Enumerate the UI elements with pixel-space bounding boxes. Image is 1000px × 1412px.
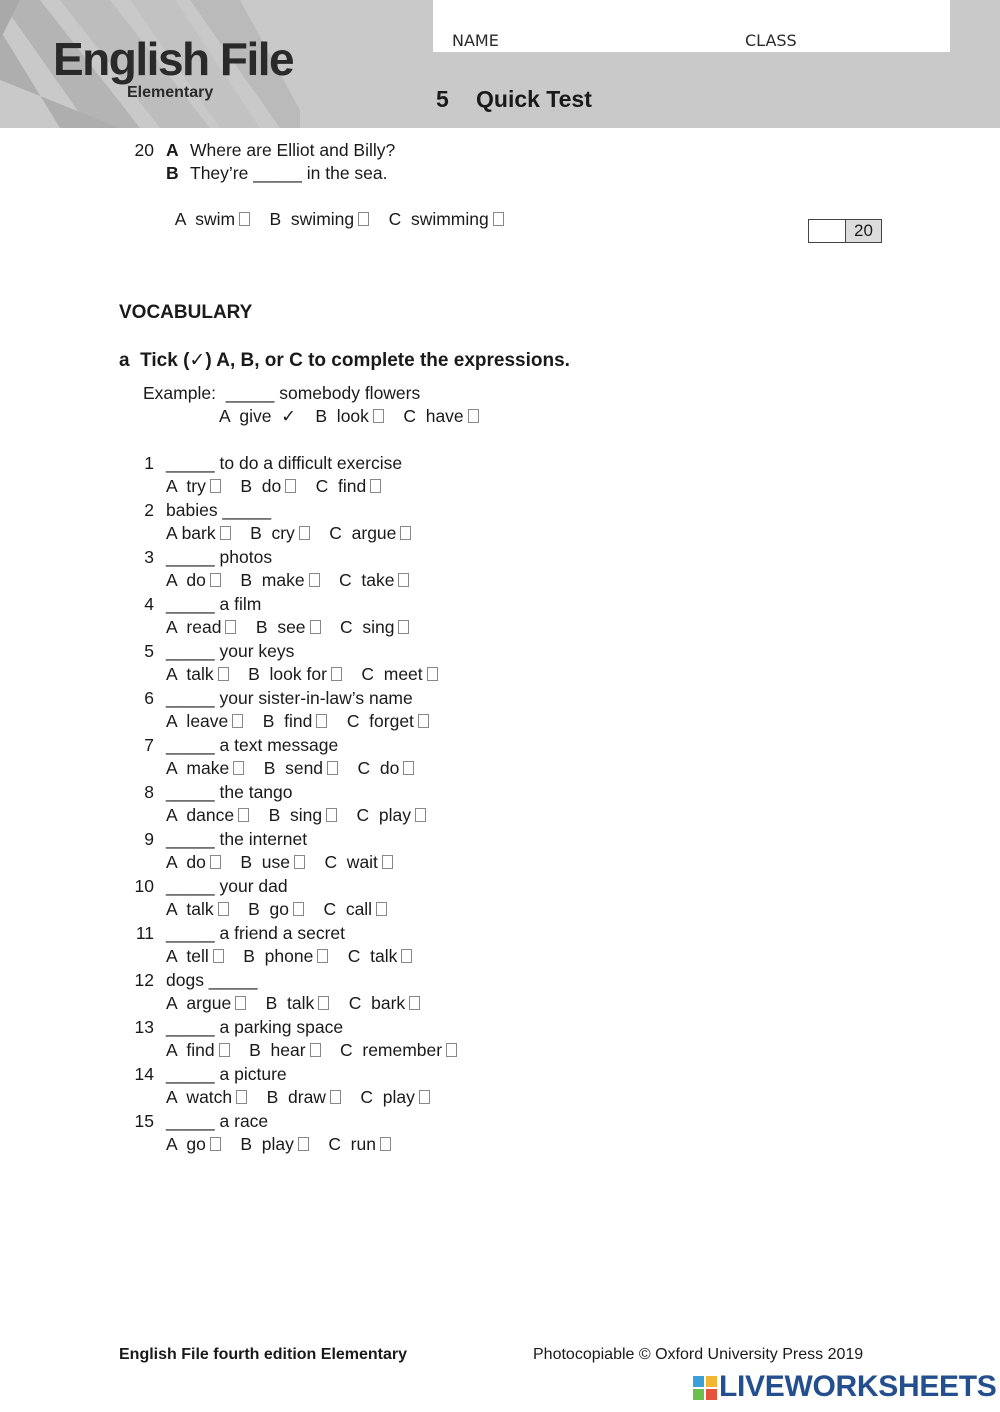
option-a: A argue <box>166 993 232 1013</box>
question-prompt: _____ the tango <box>166 782 293 802</box>
name-label: NAME <box>452 31 499 50</box>
dialogue-line-a: Where are Elliot and Billy? <box>190 140 396 160</box>
question-number: 11 <box>135 923 154 943</box>
question-number: 3 <box>144 547 154 567</box>
option-b: B hear <box>249 1040 306 1060</box>
checkbox-b[interactable] <box>309 573 320 587</box>
option-a: A go <box>166 1134 206 1154</box>
checkbox-a[interactable] <box>210 573 221 587</box>
tick-mark: ✓ <box>281 407 296 427</box>
checkbox-a[interactable] <box>218 902 229 916</box>
option-a: A find <box>166 1040 215 1060</box>
option-row <box>166 616 409 638</box>
page-header <box>0 0 1000 128</box>
option-row <box>166 1039 457 1061</box>
option-a: A make <box>166 758 230 778</box>
option-row <box>166 804 426 826</box>
checkbox-c[interactable] <box>400 526 411 540</box>
checkbox-c[interactable] <box>427 667 438 681</box>
checkbox-a[interactable] <box>238 808 249 822</box>
checkbox-b[interactable] <box>331 667 342 681</box>
checkbox-b[interactable] <box>310 1043 321 1057</box>
checkbox-b[interactable] <box>373 409 384 423</box>
instruction-text: Tick (✓) A, B, or C to complete the expressions. <box>140 350 570 371</box>
option-b: B find <box>262 711 313 731</box>
option-b: B talk <box>265 993 315 1013</box>
question-number: 15 <box>134 1111 154 1131</box>
checkbox-c[interactable] <box>493 212 504 226</box>
option-c: C take <box>339 570 395 590</box>
question-number: 2 <box>144 500 154 520</box>
checkbox-c[interactable] <box>409 996 420 1010</box>
example-label: Example: <box>143 383 216 403</box>
option-a: A talk <box>166 664 214 684</box>
option-row <box>166 710 429 732</box>
class-label: CLASS <box>745 31 797 50</box>
example-option-b: B look <box>315 406 369 426</box>
checkbox-c[interactable] <box>401 949 412 963</box>
question-number: 14 <box>134 1064 154 1084</box>
option-row <box>166 522 411 544</box>
question-number: 8 <box>144 782 154 802</box>
checkbox-a[interactable] <box>210 479 221 493</box>
option-b: B send <box>263 758 324 778</box>
question-prompt: _____ your sister-in-law’s name <box>166 688 413 708</box>
option-c: C find <box>315 476 367 496</box>
option-b: B make <box>240 570 305 590</box>
option-a: A talk <box>166 899 214 919</box>
liveworksheets-brand: LIVEWORKSHEETS <box>719 1370 997 1403</box>
option-row <box>166 475 381 497</box>
logo-subtitle: Elementary <box>127 84 214 101</box>
checkbox-a[interactable] <box>210 855 221 869</box>
question-prompt: _____ a friend a secret <box>166 923 346 943</box>
checkbox-a[interactable] <box>220 526 231 540</box>
checkbox-b[interactable] <box>294 855 305 869</box>
checkbox-c[interactable] <box>403 761 414 775</box>
option-b: B see <box>255 617 306 637</box>
question-number: 20 <box>134 140 154 160</box>
checkbox-b[interactable] <box>318 996 329 1010</box>
option-a: A tell <box>166 946 209 966</box>
option-c: C do <box>357 758 400 778</box>
option-a: A try <box>166 476 206 496</box>
option-b: B play <box>240 1134 294 1154</box>
checkbox-b[interactable] <box>298 1137 309 1151</box>
checkbox-a[interactable] <box>210 1137 221 1151</box>
example-line <box>143 382 420 404</box>
checkbox-a[interactable] <box>219 1043 230 1057</box>
checkbox-a[interactable] <box>239 212 250 226</box>
question-prompt: _____ a text message <box>166 735 339 755</box>
checkbox-a[interactable] <box>233 761 244 775</box>
speaker-a: A <box>166 140 179 160</box>
checkbox-c[interactable] <box>370 479 381 493</box>
option-row <box>166 851 393 873</box>
checkbox-c[interactable] <box>418 714 429 728</box>
question-prompt: babies _____ <box>166 500 272 520</box>
question-prompt: _____ photos <box>166 547 273 567</box>
option-b: B swiming <box>269 209 355 229</box>
footer-title: English File fourth edition Elementary <box>119 1346 408 1363</box>
option-b: B sing <box>268 805 323 825</box>
footer-copyright: Photocopiable © Oxford University Press 2019 <box>533 1346 864 1363</box>
question-number: 9 <box>144 829 154 849</box>
question-prompt: dogs _____ <box>166 970 258 990</box>
option-row <box>166 898 387 920</box>
checkbox-a[interactable] <box>213 949 224 963</box>
question-prompt: _____ the internet <box>166 829 308 849</box>
question-prompt: _____ a picture <box>166 1064 287 1084</box>
checkbox-b[interactable] <box>310 620 321 634</box>
option-a: A do <box>166 570 206 590</box>
option-c: C call <box>323 899 373 919</box>
option-b: B draw <box>266 1087 326 1107</box>
checkbox-b[interactable] <box>326 808 337 822</box>
checkbox-a[interactable] <box>218 667 229 681</box>
example-options <box>219 405 479 428</box>
question-prompt: _____ to do a difficult exercise <box>166 453 403 473</box>
option-c: C talk <box>347 946 398 966</box>
option-b: B look for <box>248 664 327 684</box>
checkbox-c[interactable] <box>446 1043 457 1057</box>
option-c: C argue <box>329 523 397 543</box>
question-number: 12 <box>134 970 154 990</box>
option-c: C play <box>356 805 411 825</box>
option-c: C bark <box>348 993 406 1013</box>
checkbox-b[interactable] <box>330 1090 341 1104</box>
checkbox-c[interactable] <box>382 855 393 869</box>
question-number: 13 <box>134 1017 154 1037</box>
checkbox-b[interactable] <box>293 902 304 916</box>
option-b: B cry <box>250 523 295 543</box>
checkbox-b[interactable] <box>327 761 338 775</box>
question-prompt: _____ your keys <box>166 641 295 661</box>
score-total: 20 <box>846 220 881 242</box>
checkbox-c[interactable] <box>380 1137 391 1151</box>
option-a: A do <box>166 852 206 872</box>
question-prompt: _____ your dad <box>166 876 288 896</box>
instruction <box>119 349 570 372</box>
example-option-c: C have <box>403 406 464 426</box>
score-box <box>808 219 882 243</box>
option-c: C sing <box>340 617 395 637</box>
checkbox-b[interactable] <box>299 526 310 540</box>
option-b: B use <box>240 852 290 872</box>
option-b: B go <box>248 899 289 919</box>
checkbox-b[interactable] <box>285 479 296 493</box>
question-number: 4 <box>144 594 154 614</box>
option-c: C meet <box>361 664 423 684</box>
dialogue-line-b: They’re _____ in the sea. <box>190 163 388 183</box>
question-prompt: _____ a film <box>166 594 262 614</box>
instruction-letter: a <box>119 350 130 371</box>
question-number: 5 <box>144 641 154 661</box>
question-prompt: _____ a race <box>166 1111 269 1131</box>
checkbox-c[interactable] <box>419 1090 430 1104</box>
checkbox-a[interactable] <box>236 1090 247 1104</box>
score-input[interactable] <box>809 220 846 242</box>
option-c: C remember <box>340 1040 443 1060</box>
option-row <box>166 757 414 779</box>
question-number: 7 <box>144 735 154 755</box>
option-row <box>166 569 409 591</box>
question-number: 10 <box>134 876 154 896</box>
checkbox-c[interactable] <box>415 808 426 822</box>
speaker-b: B <box>166 163 179 183</box>
option-row <box>166 663 438 685</box>
option-c: C run <box>328 1134 376 1154</box>
option-a: A bark <box>166 523 216 543</box>
option-b: B phone <box>243 946 314 966</box>
option-b: B do <box>240 476 282 496</box>
example-text: _____ somebody flowers <box>225 383 421 403</box>
checkbox-b[interactable] <box>316 714 327 728</box>
option-c: C wait <box>324 852 378 872</box>
checkbox-a[interactable] <box>225 620 236 634</box>
liveworksheets-logo-icon <box>693 1376 717 1400</box>
question-number: 6 <box>144 688 154 708</box>
checkbox-c[interactable] <box>398 620 409 634</box>
option-a: A dance <box>166 805 235 825</box>
checkbox-c[interactable] <box>376 902 387 916</box>
option-row <box>166 186 504 230</box>
section-title: VOCABULARY <box>119 302 253 323</box>
option-a: A watch <box>166 1087 233 1107</box>
option-a: A read <box>166 617 222 637</box>
option-c: C forget <box>346 711 414 731</box>
example-option-a: A give <box>219 406 272 426</box>
option-row <box>166 945 412 967</box>
checkbox-b[interactable] <box>317 949 328 963</box>
option-a: A swim <box>174 209 236 229</box>
test-number: 5 <box>436 86 449 112</box>
question-number: 1 <box>144 453 154 473</box>
logo-title: English File <box>53 33 294 85</box>
option-row <box>166 1086 430 1108</box>
question-prompt: _____ a parking space <box>166 1017 344 1037</box>
name-class-box <box>433 0 950 52</box>
test-title: Quick Test <box>476 86 592 112</box>
checkbox-c[interactable] <box>468 409 479 423</box>
option-row <box>166 1133 391 1155</box>
checkbox-a[interactable] <box>235 996 246 1010</box>
checkbox-b[interactable] <box>358 212 369 226</box>
checkbox-c[interactable] <box>398 573 409 587</box>
option-a: A leave <box>166 711 229 731</box>
option-row <box>166 992 420 1014</box>
option-c: C swimming <box>388 209 489 229</box>
option-c: C play <box>360 1087 415 1107</box>
checkbox-a[interactable] <box>232 714 243 728</box>
